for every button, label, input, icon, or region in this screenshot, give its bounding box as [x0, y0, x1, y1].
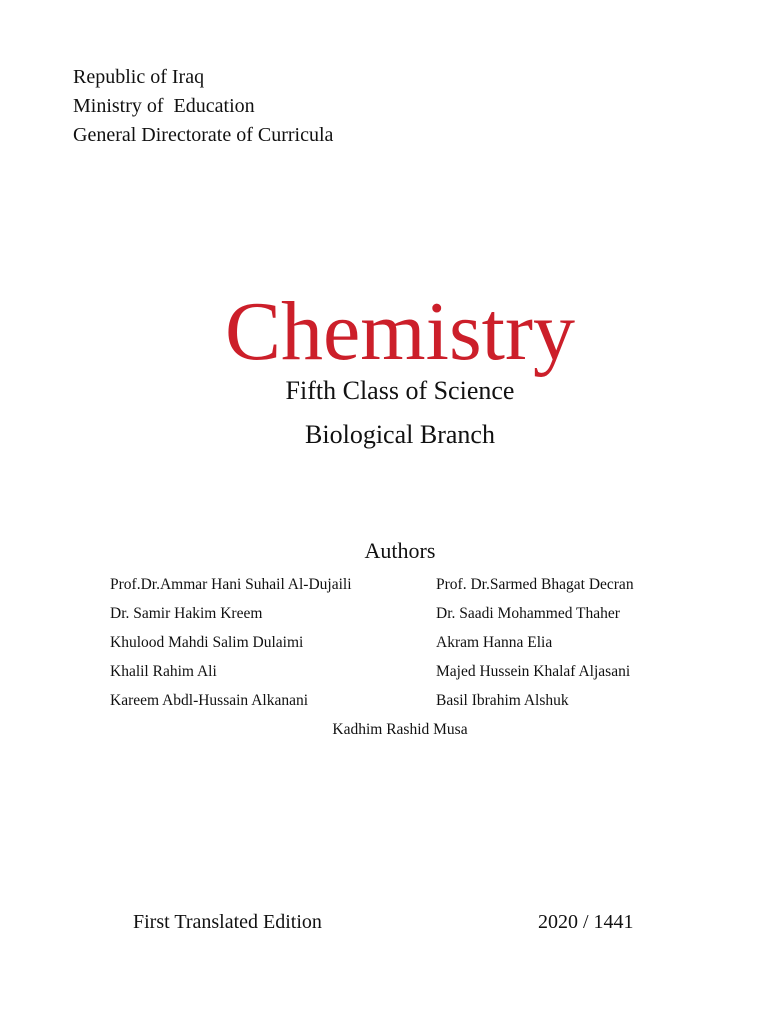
- publication-year: 2020 / 1441: [538, 911, 634, 933]
- author-name: Majed Hussein Khalaf Aljasani: [436, 663, 631, 680]
- class-subtitle: Fifth Class of Science: [285, 376, 515, 405]
- book-title: Chemistry: [225, 285, 575, 378]
- authors-heading: Authors: [364, 538, 436, 563]
- country-line: Republic of Iraq: [73, 66, 205, 88]
- directorate-line: General Directorate of Curricula: [73, 124, 334, 146]
- ministry-line: Ministry of Education: [73, 95, 255, 117]
- author-name: Kareem Abdl-Hussain Alkanani: [110, 692, 309, 709]
- author-name: Dr. Saadi Mohammed Thaher: [436, 605, 620, 622]
- issuing-authority: [73, 63, 333, 150]
- author-name: Khulood Mahdi Salim Dulaimi: [110, 634, 304, 651]
- author-name: Prof.Dr.Ammar Hani Suhail Al-Dujaili: [110, 576, 352, 593]
- author-name: Basil Ibrahim Alshuk: [436, 692, 569, 709]
- author-name: Prof. Dr.Sarmed Bhagat Decran: [436, 576, 634, 593]
- author-name: Khalil Rahim Ali: [110, 663, 217, 680]
- edition-label: First Translated Edition: [133, 911, 322, 933]
- branch-subtitle: Biological Branch: [305, 420, 495, 449]
- author-name: Akram Hanna Elia: [436, 634, 553, 651]
- author-name: Dr. Samir Hakim Kreem: [110, 605, 263, 622]
- author-name: Kadhim Rashid Musa: [332, 721, 468, 738]
